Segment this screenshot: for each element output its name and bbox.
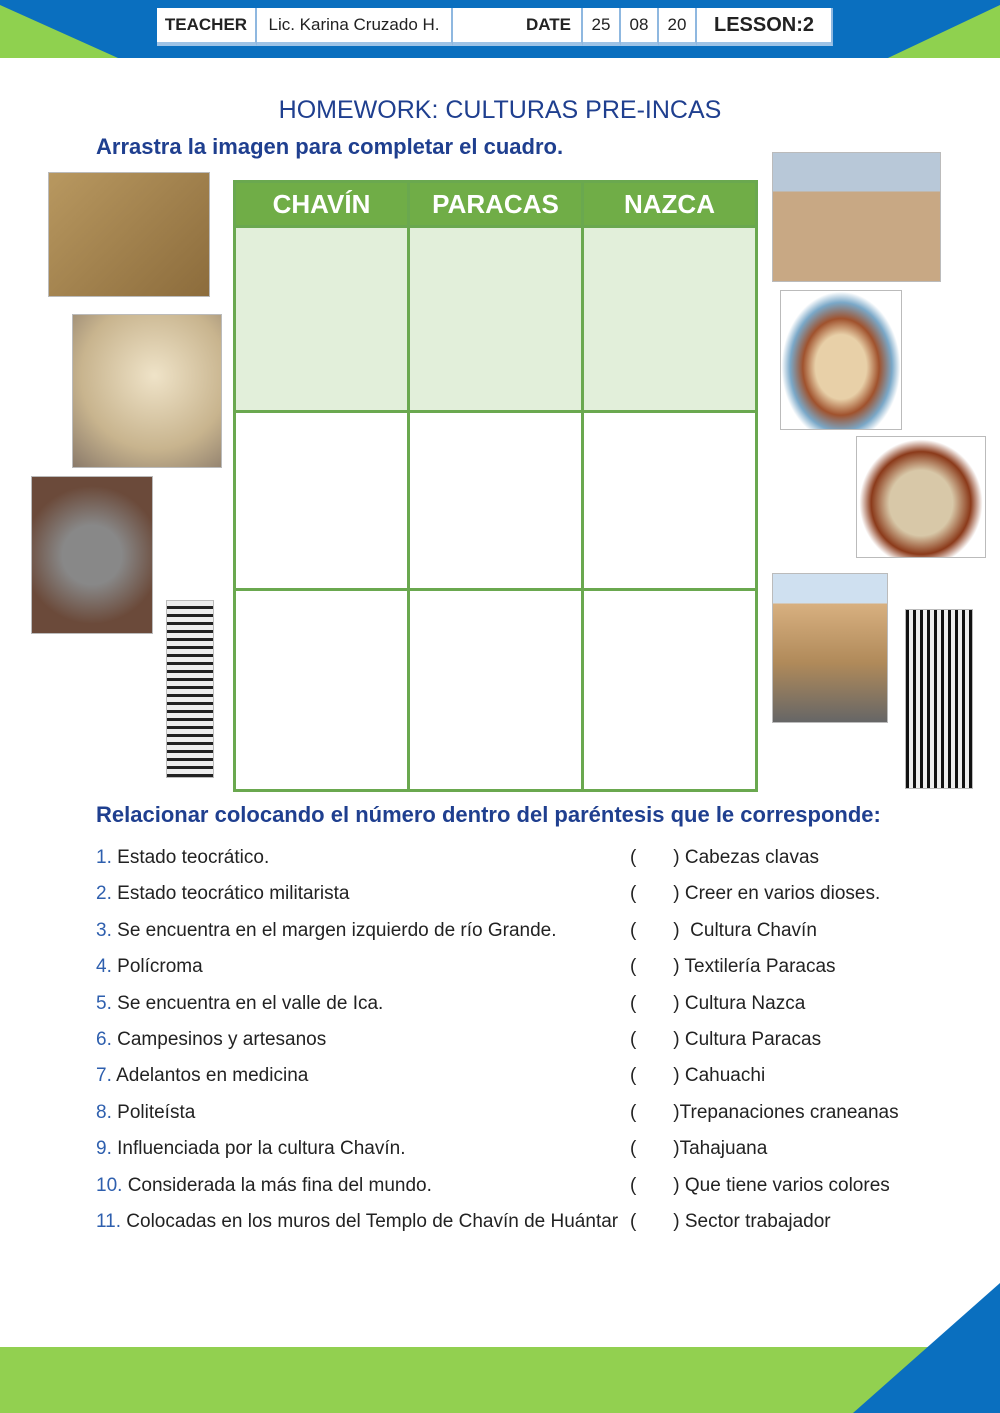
column-paracas: PARACAS (409, 182, 583, 227)
date-year: 20 (659, 8, 697, 46)
teacher-label: TEACHER (157, 8, 257, 46)
drop-cell[interactable] (409, 412, 583, 590)
statement-item (96, 1102, 195, 1124)
match-answer-item[interactable]: ( ) Cultura Chavín (630, 919, 817, 941)
statement-text: Politeísta (117, 1101, 196, 1123)
match-answer-item[interactable]: ( ) Textilería Paracas (630, 956, 836, 978)
teacher-name: Lic. Karina Cruzado H. (257, 8, 453, 46)
statement-item (96, 847, 269, 869)
drop-cell[interactable] (409, 227, 583, 412)
statement-number: 6. (96, 1029, 112, 1050)
date-month: 08 (621, 8, 659, 46)
match-answer-item[interactable]: ( ) Que tiene varios colores (630, 1174, 890, 1196)
date-day: 25 (583, 8, 621, 46)
statement-text: Influenciada por la cultura Chavín. (117, 1138, 406, 1160)
statement-item (96, 920, 557, 942)
statement-number: 4. (96, 956, 112, 978)
statement-text: Se encuentra en el margen izquierdo de río Grande. (117, 919, 557, 941)
match-answer-item[interactable]: ( ) Sector trabajador (630, 1211, 831, 1232)
statement-number: 2. (96, 883, 112, 905)
date-label: DATE (453, 8, 583, 46)
statement-number: 9. (96, 1138, 112, 1160)
drop-cell[interactable] (235, 412, 409, 590)
statement-number: 5. (96, 992, 112, 1014)
column-nazca: NAZCA (583, 182, 757, 227)
statement-text: Campesinos y artesanos (117, 1029, 327, 1050)
match-answer-item[interactable]: ( ) Cultura Paracas (630, 1029, 822, 1050)
tello-obelisk-image[interactable] (166, 600, 214, 778)
cahuachi-pyramid-image[interactable] (772, 152, 941, 282)
statement-number: 1. (96, 847, 112, 868)
raimondi-stela-image[interactable] (905, 609, 973, 789)
drop-cell[interactable] (235, 227, 409, 412)
match-answer-item[interactable]: ( )Tahajuana (630, 1138, 768, 1160)
drop-cell[interactable] (583, 227, 757, 412)
page-title: HOMEWORK: CULTURAS PRE-INCAS (278, 96, 722, 124)
column-chavin: CHAVÍN (235, 182, 409, 227)
match-answer-item[interactable]: ( ) Cahuachi (630, 1065, 766, 1087)
statement-number: 10. (96, 1174, 123, 1196)
match-answer-item[interactable]: ( ) Cabezas clavas (630, 847, 820, 868)
statement-text: Se encuentra en el valle de Ica. (117, 992, 384, 1014)
statement-text: Polícroma (117, 956, 203, 978)
classification-table (233, 180, 758, 792)
instruction-match: Relacionar colocando el número dentro del paréntesis que le corresponde: (96, 802, 881, 827)
aqueduct-image[interactable] (772, 573, 888, 723)
drop-cell[interactable] (409, 590, 583, 791)
statement-text: Colocadas en los muros del Templo de Chavín de Huántar (126, 1211, 619, 1232)
trepanned-skull-image[interactable] (72, 314, 222, 468)
statement-text: Considerada la más fina del mundo. (127, 1174, 432, 1196)
statement-item (96, 1029, 326, 1051)
statement-text: Estado teocrático. (117, 847, 270, 868)
match-answer-item[interactable]: ( ) Cultura Nazca (630, 992, 806, 1014)
paracas-tomb-image[interactable] (780, 290, 902, 430)
footer-decoration (0, 1280, 1000, 1413)
match-answer-item[interactable]: ( ) Creer en varios dioses. (630, 883, 881, 905)
match-answer-item[interactable]: ( )Trepanaciones craneanas (630, 1101, 899, 1123)
statement-text: Adelantos en medicina (116, 1065, 309, 1087)
drop-cell[interactable] (583, 412, 757, 590)
lesson-label: LESSON:2 (697, 8, 833, 46)
statement-item (96, 883, 349, 905)
statement-item (96, 956, 203, 978)
statement-text: Estado teocrático militarista (117, 883, 350, 905)
statement-item (96, 1065, 308, 1087)
nazca-ceramic-image[interactable] (856, 436, 986, 558)
drop-cell[interactable] (235, 590, 409, 791)
statement-number: 3. (96, 919, 112, 941)
statement-item (96, 1211, 618, 1233)
statement-number: 7. (96, 1065, 112, 1087)
drop-cell[interactable] (583, 590, 757, 791)
statement-item (96, 1175, 432, 1197)
nazca-lines-image[interactable] (48, 172, 210, 297)
instruction-drag: Arrastra la imagen para completar el cuadro. (96, 134, 564, 159)
statement-item (96, 1138, 405, 1160)
clava-head-image[interactable] (31, 476, 153, 634)
statement-item (96, 993, 383, 1015)
statement-number: 8. (96, 1101, 112, 1123)
statement-number: 11. (96, 1211, 122, 1232)
